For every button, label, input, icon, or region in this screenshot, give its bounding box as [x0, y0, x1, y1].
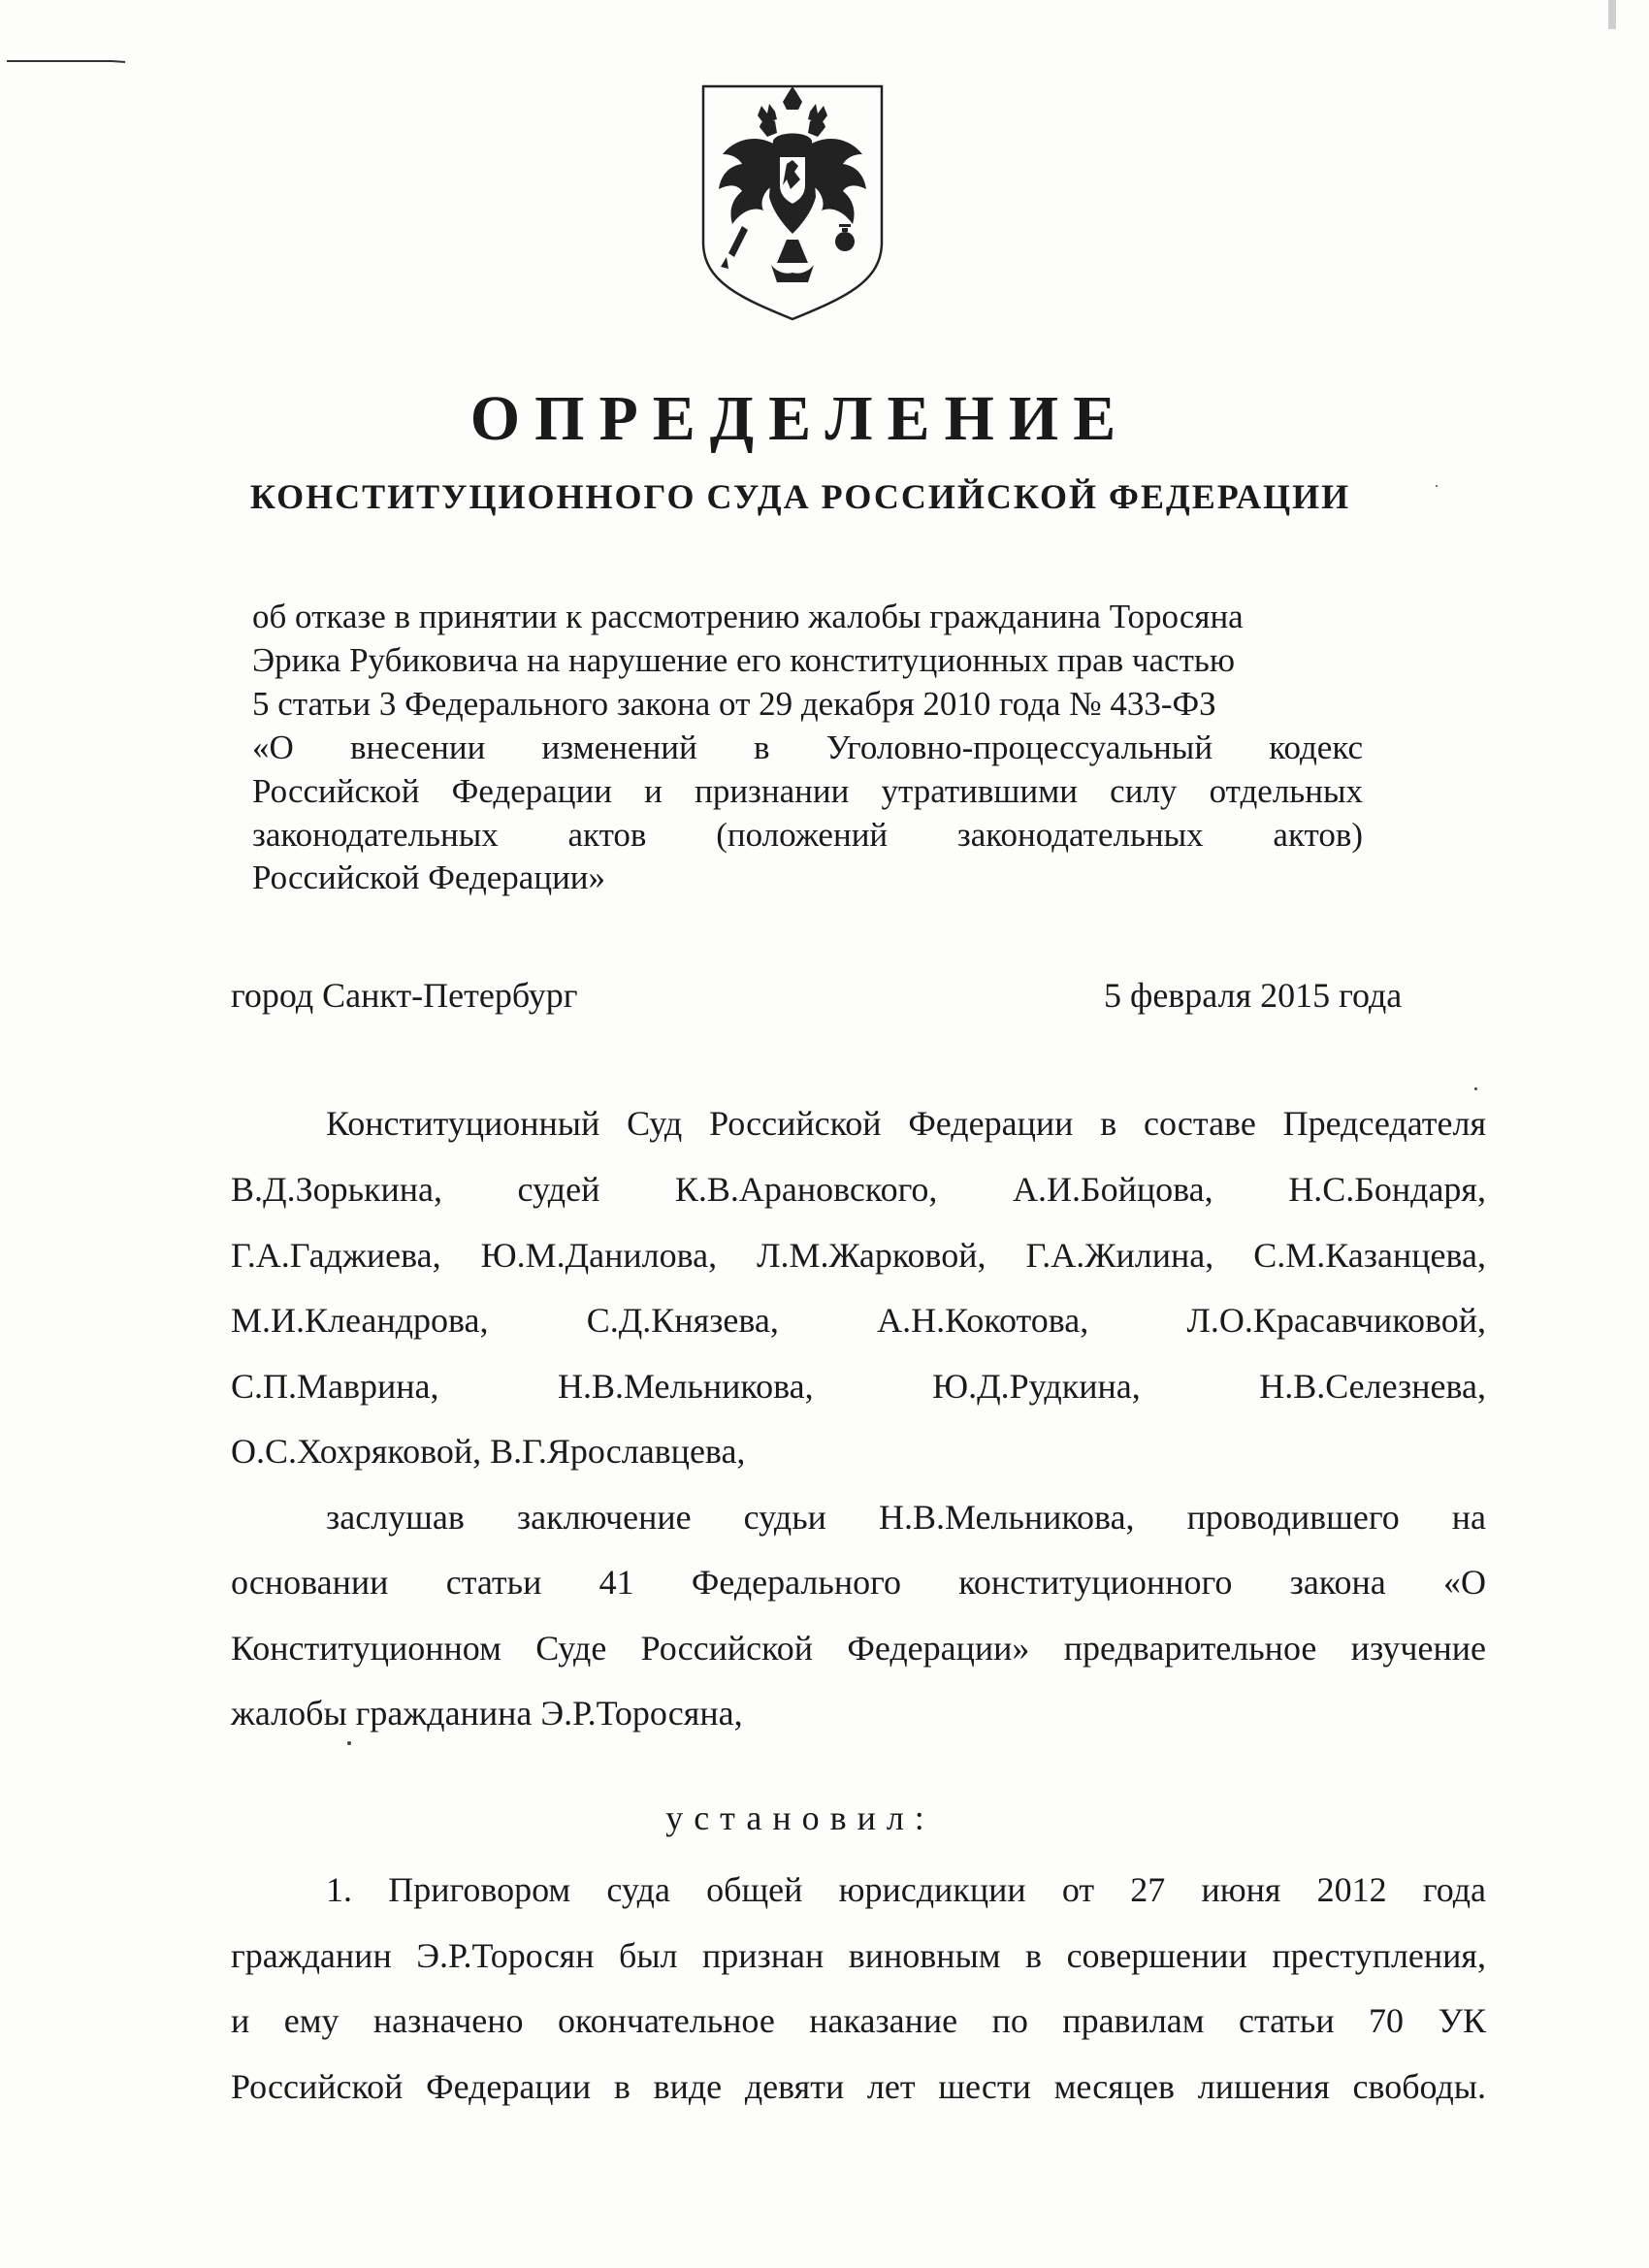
coat-of-arms-icon: [699, 82, 886, 321]
body-line: В.Д.Зорькина, судей К.В.Арановского, А.И.Бойцова, Н.С.Бондаря,: [231, 1170, 1486, 1209]
scan-speck: [347, 1741, 351, 1745]
body-line: М.И.Клеандрова, С.Д.Князева, А.Н.Кокотова, Л.О.Красавчиковой,: [231, 1301, 1486, 1340]
body-line: С.П.Маврина, Н.В.Мельникова, Ю.Д.Рудкина, Н.В.Селезнева,: [231, 1367, 1486, 1406]
document-title: ОПРЕДЕЛЕНИЕ: [469, 383, 1131, 454]
paragraph-line: гражданин Э.Р.Торосян был признан виновным в совершении преступления,: [231, 1936, 1486, 1975]
subject-line: Эрика Рубиковича на нарушение его конституционных прав частью: [252, 641, 1235, 679]
subject-line: законодательных актов (положений законодательных актов): [252, 816, 1363, 854]
body-line: О.С.Хохряковой, В.Г.Ярославцева,: [231, 1432, 746, 1471]
subject-line: Российской Федерации»: [252, 859, 606, 896]
scan-speck: [1474, 1087, 1477, 1090]
document-place: город Санкт-Петербург: [231, 976, 578, 1015]
section-heading: установил:: [665, 1798, 935, 1837]
subject-line: Российской Федерации и признании утратившими силу отдельных: [252, 772, 1363, 810]
paragraph-line: 1. Приговором суда общей юрисдикции от 27 июня 2012 года: [326, 1870, 1486, 1909]
body-line: Конституционный Суд Российской Федерации в составе Председателя: [326, 1104, 1486, 1143]
document-date: 5 февраля 2015 года: [1104, 976, 1403, 1015]
subject-line: 5 статьи 3 Федерального закона от 29 декабря 2010 года № 433-ФЗ: [252, 685, 1216, 723]
document-subtitle: КОНСТИТУЦИОННОГО СУДА РОССИЙСКОЙ ФЕДЕРАЦИИ: [249, 477, 1351, 516]
body-line: основании статьи 41 Федерального конституционного закона «О: [231, 1563, 1486, 1602]
body-line: Г.А.Гаджиева, Ю.М.Данилова, Л.М.Жарковой, Г.А.Жилина, С.М.Казанцева,: [231, 1236, 1486, 1275]
body-line: Конституционном Суде Российской Федерации» предварительное изучение: [231, 1629, 1486, 1668]
paragraph-line: и ему назначено окончательное наказание по правилам статьи 70 УК: [231, 2001, 1486, 2040]
body-line: жалобы гражданина Э.Р.Торосяна,: [231, 1694, 743, 1733]
paragraph-line: Российской Федерации в виде девяти лет шести месяцев лишения свободы.: [231, 2067, 1486, 2106]
body-line: заслушав заключение судьи Н.В.Мельникова, проводившего на: [326, 1498, 1486, 1537]
scan-mark: [5, 58, 126, 64]
scan-edge-mark: [1608, 0, 1616, 29]
subject-line: об отказе в принятии к рассмотрению жалобы гражданина Торосяна: [252, 598, 1244, 635]
subject-line: «О внесении изменений в Уголовно-процессуальный кодекс: [252, 729, 1363, 766]
